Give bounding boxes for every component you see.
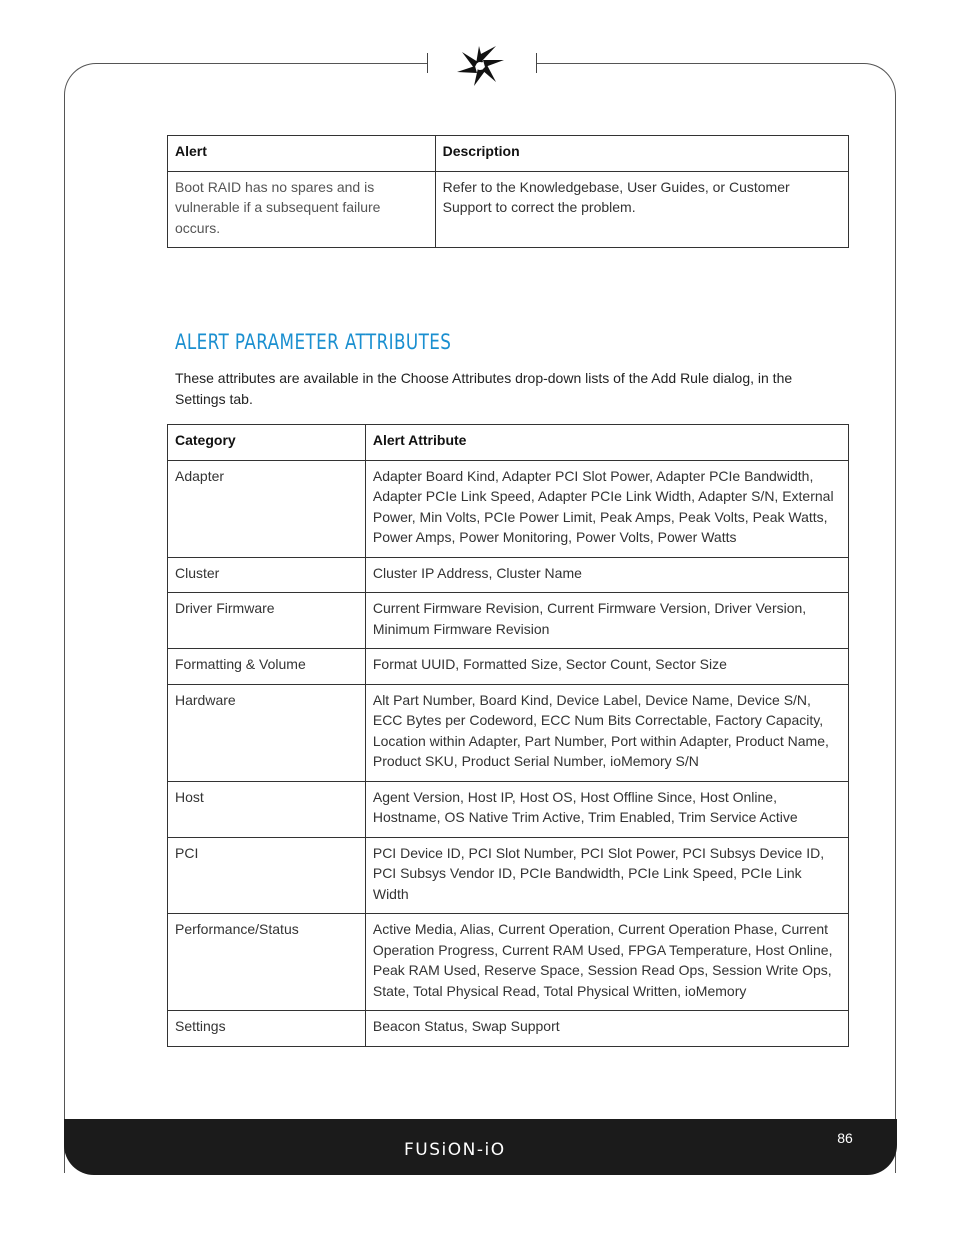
attribute-cell: Cluster IP Address, Cluster Name — [365, 557, 848, 593]
attribute-cell: PCI Device ID, PCI Slot Number, PCI Slot Power, PCI Subsys Device ID, PCI Subsys Vendor ID, PCIe Bandwidth, PCIe Link Speed, PCIe Link Width — [365, 837, 848, 914]
table-row — [168, 781, 849, 837]
table-row — [168, 593, 849, 649]
brand-wordmark: FUSiON-iO — [404, 1140, 506, 1159]
table-row — [168, 837, 849, 914]
table-row — [168, 171, 849, 248]
table-row — [168, 914, 849, 1011]
category-cell: PCI — [168, 837, 366, 914]
category-cell: Hardware — [168, 684, 366, 781]
category-cell: Driver Firmware — [168, 593, 366, 649]
header-category: Category — [168, 425, 366, 461]
attribute-cell: Beacon Status, Swap Support — [365, 1011, 848, 1047]
table-row — [168, 460, 849, 557]
header-description: Description — [435, 136, 848, 172]
category-cell: Settings — [168, 1011, 366, 1047]
table-row — [168, 1011, 849, 1047]
attribute-cell: Current Firmware Revision, Current Firmware Version, Driver Version, Minimum Firmware Revision — [365, 593, 848, 649]
section-title: ALERT PARAMETER ATTRIBUTES — [175, 330, 452, 354]
frame-tick-left — [427, 53, 428, 73]
attribute-cell: Format UUID, Formatted Size, Sector Count, Sector Size — [365, 649, 848, 685]
attribute-cell: Adapter Board Kind, Adapter PCI Slot Power, Adapter PCIe Bandwidth, Adapter PCIe Link Speed, Adapter PCIe Link Width, Adapter S/N, External Power, Min Volts, PCIe Power Limit, Peak Amps, Peak Volts, Peak Watts, Power Amps, Power Monitoring, Power Volts, Power Watts — [365, 460, 848, 557]
fusion-io-logo — [404, 1139, 554, 1159]
intro-paragraph: These attributes are available in the Choose Attributes drop-down lists of the Add Rule dialog, in the Settings tab. — [175, 370, 793, 407]
header-alert-attribute: Alert Attribute — [365, 425, 848, 461]
category-cell: Host — [168, 781, 366, 837]
alert-cell: Boot RAID has no spares and is vulnerable if a subsequent failure occurs. — [168, 171, 436, 248]
table-header-row — [168, 136, 849, 172]
attribute-cell: Active Media, Alias, Current Operation, Current Operation Phase, Current Operation Progress, Current RAM Used, FPGA Temperature, Host Online, Peak RAM Used, Reserve Space, Session Read Ops, Session Write Ops, State, Total Physical Read, Total Physical Written, ioMemory — [365, 914, 848, 1011]
header-alert: Alert — [168, 136, 436, 172]
star-logo-icon — [452, 42, 508, 88]
frame-tick-right — [536, 53, 537, 73]
alert-table — [167, 135, 849, 248]
table-row — [168, 684, 849, 781]
attributes-table — [167, 424, 849, 1047]
page-number: 86 — [837, 1130, 853, 1146]
table-row — [168, 649, 849, 685]
category-cell: Performance/Status — [168, 914, 366, 1011]
attribute-cell: Agent Version, Host IP, Host OS, Host Offline Since, Host Online, Hostname, OS Native Trim Active, Trim Enabled, Trim Service Active — [365, 781, 848, 837]
table-header-row — [168, 425, 849, 461]
category-cell: Formatting & Volume — [168, 649, 366, 685]
table-row — [168, 557, 849, 593]
category-cell: Adapter — [168, 460, 366, 557]
description-cell: Refer to the Knowledgebase, User Guides, or Customer Support to correct the problem. — [435, 171, 848, 248]
category-cell: Cluster — [168, 557, 366, 593]
attribute-cell: Alt Part Number, Board Kind, Device Label, Device Name, Device S/N, ECC Bytes per Codeword, ECC Num Bits Correctable, Factory Capacity, Location within Adapter, Part Number, Port within Adapter, Product Name, Product SKU, Product Serial Number, ioMemory S/N — [365, 684, 848, 781]
